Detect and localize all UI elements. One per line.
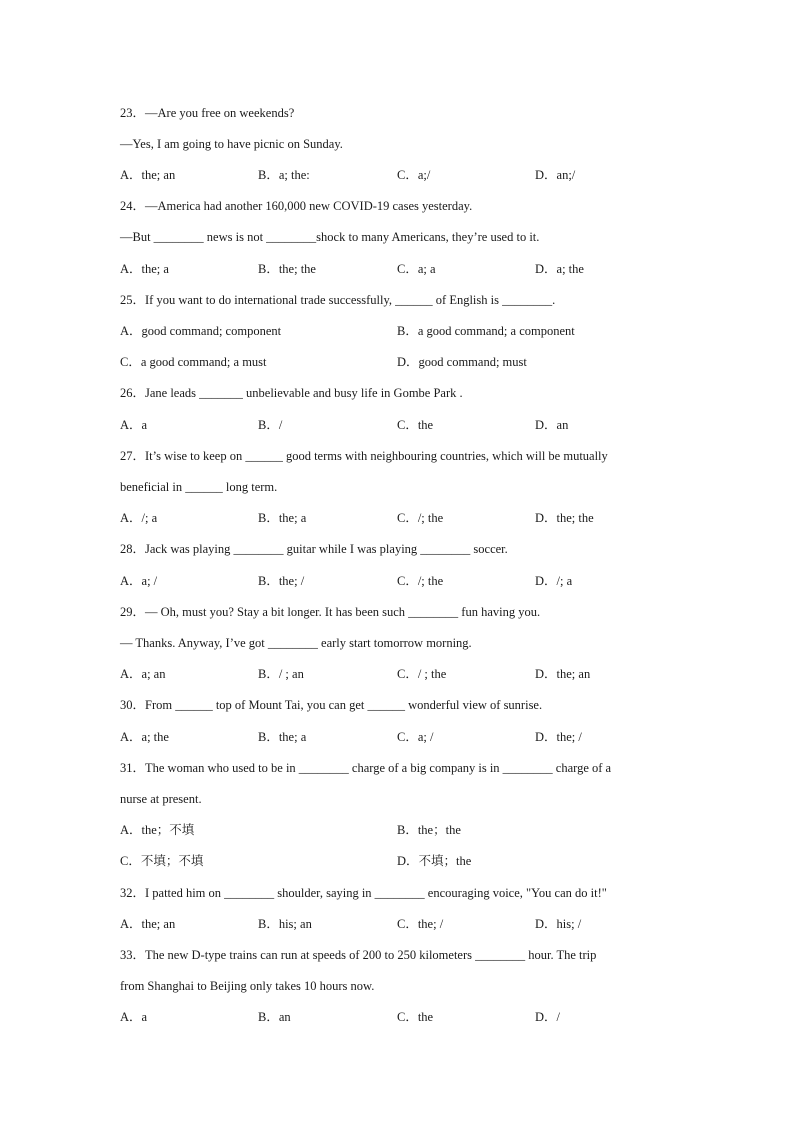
question-26-line-1: 26．Jane leads _______ unbelievable and busy life in Gombe Park .	[120, 386, 463, 400]
option-b: B．the; a	[258, 730, 307, 744]
option-a: A．good command; component	[120, 324, 282, 338]
option-b: B．the; a	[258, 511, 307, 525]
option-c: C．a;/	[397, 168, 431, 182]
option-d: D．不填；the	[397, 854, 472, 868]
question-24-line-1: 24．—America had another 160,000 new COVID-19 cases yesterday.	[120, 199, 473, 213]
option-c: C．/; the	[397, 511, 444, 525]
option-c: C．the; /	[397, 917, 444, 931]
question-33-line-1: 33．The new D-type trains can run at speeds of 200 to 250 kilometers ________ hour. The trip	[120, 948, 597, 962]
option-b: B．the；the	[397, 823, 461, 837]
option-d: D．an	[535, 418, 569, 432]
option-a: A．a	[120, 418, 148, 432]
question-31-line-2: nurse at present.	[120, 792, 202, 806]
question-29-line-2: — Thanks. Anyway, I’ve got ________ early start tomorrow morning.	[120, 636, 472, 650]
option-d: D．the; /	[535, 730, 582, 744]
option-c: C．/; the	[397, 574, 444, 588]
question-28-line-1: 28．Jack was playing ________ guitar while I was playing ________ soccer.	[120, 542, 508, 556]
option-b: B．the; the	[258, 262, 316, 276]
option-c: C．a good command; a must	[120, 355, 267, 369]
option-d: D．/; a	[535, 574, 573, 588]
option-d: D．a; the	[535, 262, 584, 276]
question-32-line-1: 32．I patted him on ________ shoulder, saying in ________ encouraging voice, "You can do it!"	[120, 886, 607, 900]
question-23-line-2: —Yes, I am going to have picnic on Sunday.	[120, 137, 343, 151]
option-a: A．/; a	[120, 511, 158, 525]
question-30-line-1: 30．From ______ top of Mount Tai, you can get ______ wonderful view of sunrise.	[120, 698, 543, 712]
option-a: A．the; a	[120, 262, 169, 276]
question-31-line-1: 31．The woman who used to be in ________ charge of a big company is in ________ charge of a	[120, 761, 612, 775]
option-a: A．a; /	[120, 574, 158, 588]
question-29-line-1: 29．— Oh, must you? Stay a bit longer. It has been such ________ fun having you.	[120, 605, 541, 619]
option-c: C．the	[397, 418, 434, 432]
option-c: C．a; a	[397, 262, 436, 276]
option-d: D．the; an	[535, 667, 591, 681]
option-a: A．the; an	[120, 168, 176, 182]
question-23-line-1: 23．—Are you free on weekends?	[120, 106, 295, 120]
option-d: D．his; /	[535, 917, 582, 931]
option-c: C．the	[397, 1010, 434, 1024]
option-b: B．an	[258, 1010, 291, 1024]
option-c: C．不填；不填	[120, 854, 204, 868]
option-b: B．the; /	[258, 574, 305, 588]
question-27-line-2: beneficial in ______ long term.	[120, 480, 278, 494]
option-c: C．/ ; the	[397, 667, 447, 681]
question-27-line-1: 27．It’s wise to keep on ______ good terms with neighbouring countries, which will be mutually	[120, 449, 608, 463]
option-d: D．an;/	[535, 168, 576, 182]
option-a: A．the；不填	[120, 823, 195, 837]
option-b: B．/ ; an	[258, 667, 304, 681]
option-a: A．a; an	[120, 667, 166, 681]
option-c: C．a; /	[397, 730, 434, 744]
option-b: B．/	[258, 418, 283, 432]
option-b: B．his; an	[258, 917, 312, 931]
option-a: A．a	[120, 1010, 148, 1024]
option-a: A．a; the	[120, 730, 169, 744]
question-33-line-2: from Shanghai to Beijing only takes 10 hours now.	[120, 979, 375, 993]
option-d: D．the; the	[535, 511, 594, 525]
option-b: B．a good command; a component	[397, 324, 575, 338]
option-d: D．/	[535, 1010, 561, 1024]
option-b: B．a; the:	[258, 168, 310, 182]
question-25-line-1: 25．If you want to do international trade successfully, ______ of English is ________.	[120, 293, 556, 307]
question-24-line-2: —But ________ news is not ________shock to many Americans, they’re used to it.	[120, 230, 540, 244]
option-d: D．good command; must	[397, 355, 527, 369]
option-a: A．the; an	[120, 917, 176, 931]
